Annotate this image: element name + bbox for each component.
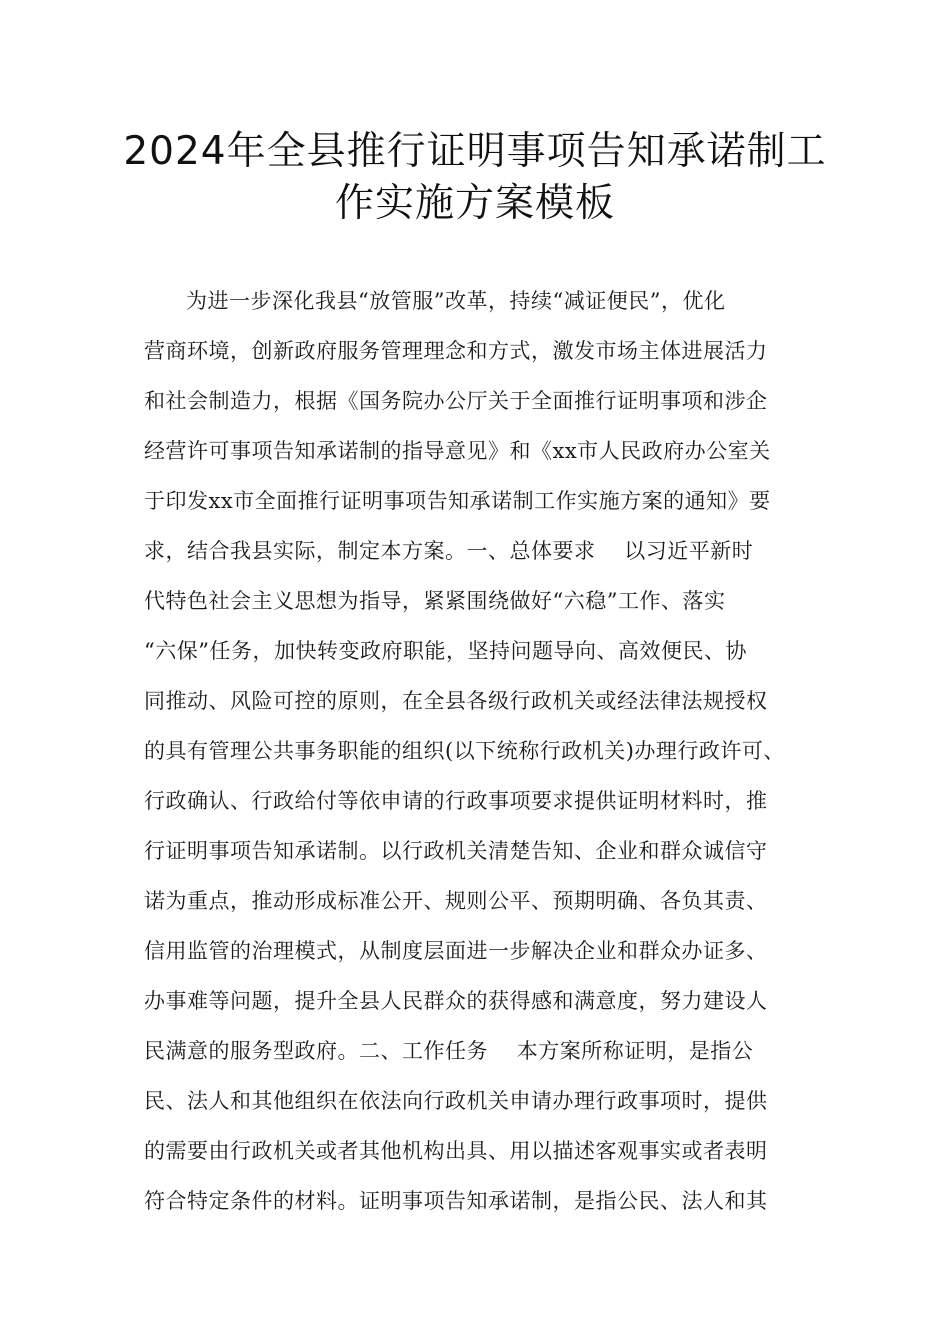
title-line-2: 作实施方案模板 — [334, 181, 615, 226]
body-line: 行证明事项告知承诺制。以行政机关清楚告知、企业和群众诚信守 — [144, 839, 768, 863]
document-body — [144, 276, 834, 1226]
body-line: 民满意的服务型政府。二、工作任务 本方案所称证明，是指公 — [144, 1039, 754, 1063]
body-line: 经营许可事项告知承诺制的指导意见》和《xx市人民政府办公室关 — [144, 439, 771, 463]
body-line: 营商环境，创新政府服务管理理念和方式，激发市场主体进展活力 — [144, 339, 768, 363]
body-line: 信用监管的治理模式，从制度层面进一步解决企业和群众办证多、 — [144, 939, 768, 963]
body-line: 符合特定条件的材料。证明事项告知承诺制，是指公民、法人和其 — [144, 1189, 768, 1213]
title-line-1: 2024年全县推行证明事项告知承诺制工 — [123, 129, 827, 174]
body-line: 办事难等问题，提升全县人民群众的获得感和满意度，努力建设人 — [144, 989, 768, 1013]
body-line: 诺为重点，推动形成标准公开、规则公平、预期明确、各负其责、 — [144, 889, 768, 913]
body-line: 于印发xx市全面推行证明事项告知承诺制工作实施方案的通知》要 — [144, 489, 771, 513]
body-line: 和社会制造力，根据《国务院办公厅关于全面推行证明事项和涉企 — [144, 389, 768, 413]
body-line: 的需要由行政机关或者其他机构出具、用以描述客观事实或者表明 — [144, 1139, 768, 1163]
body-line: “六保”任务，加快转变政府职能，坚持问题导向、高效便民、协 — [144, 639, 747, 663]
body-line: 代特色社会主义思想为指导，紧紧围绕做好“六稳”工作、落实 — [144, 589, 726, 613]
body-line: 求，结合我县实际，制定本方案。一、总体要求 以习近平新时 — [144, 539, 754, 563]
body-line: 的具有管理公共事务职能的组织(以下统称行政机关)办理行政许可、 — [144, 739, 785, 763]
document-title — [100, 126, 850, 230]
body-line: 行政确认、行政给付等依申请的行政事项要求提供证明材料时，推 — [144, 789, 768, 813]
body-line: 为进一步深化我县“放管服”改革，持续“减证便民”，优化 — [186, 289, 726, 313]
body-line: 同推动、风险可控的原则，在全县各级行政机关或经法律法规授权 — [144, 689, 768, 713]
body-line: 民、法人和其他组织在依法向行政机关申请办理行政事项时，提供 — [144, 1089, 768, 1113]
